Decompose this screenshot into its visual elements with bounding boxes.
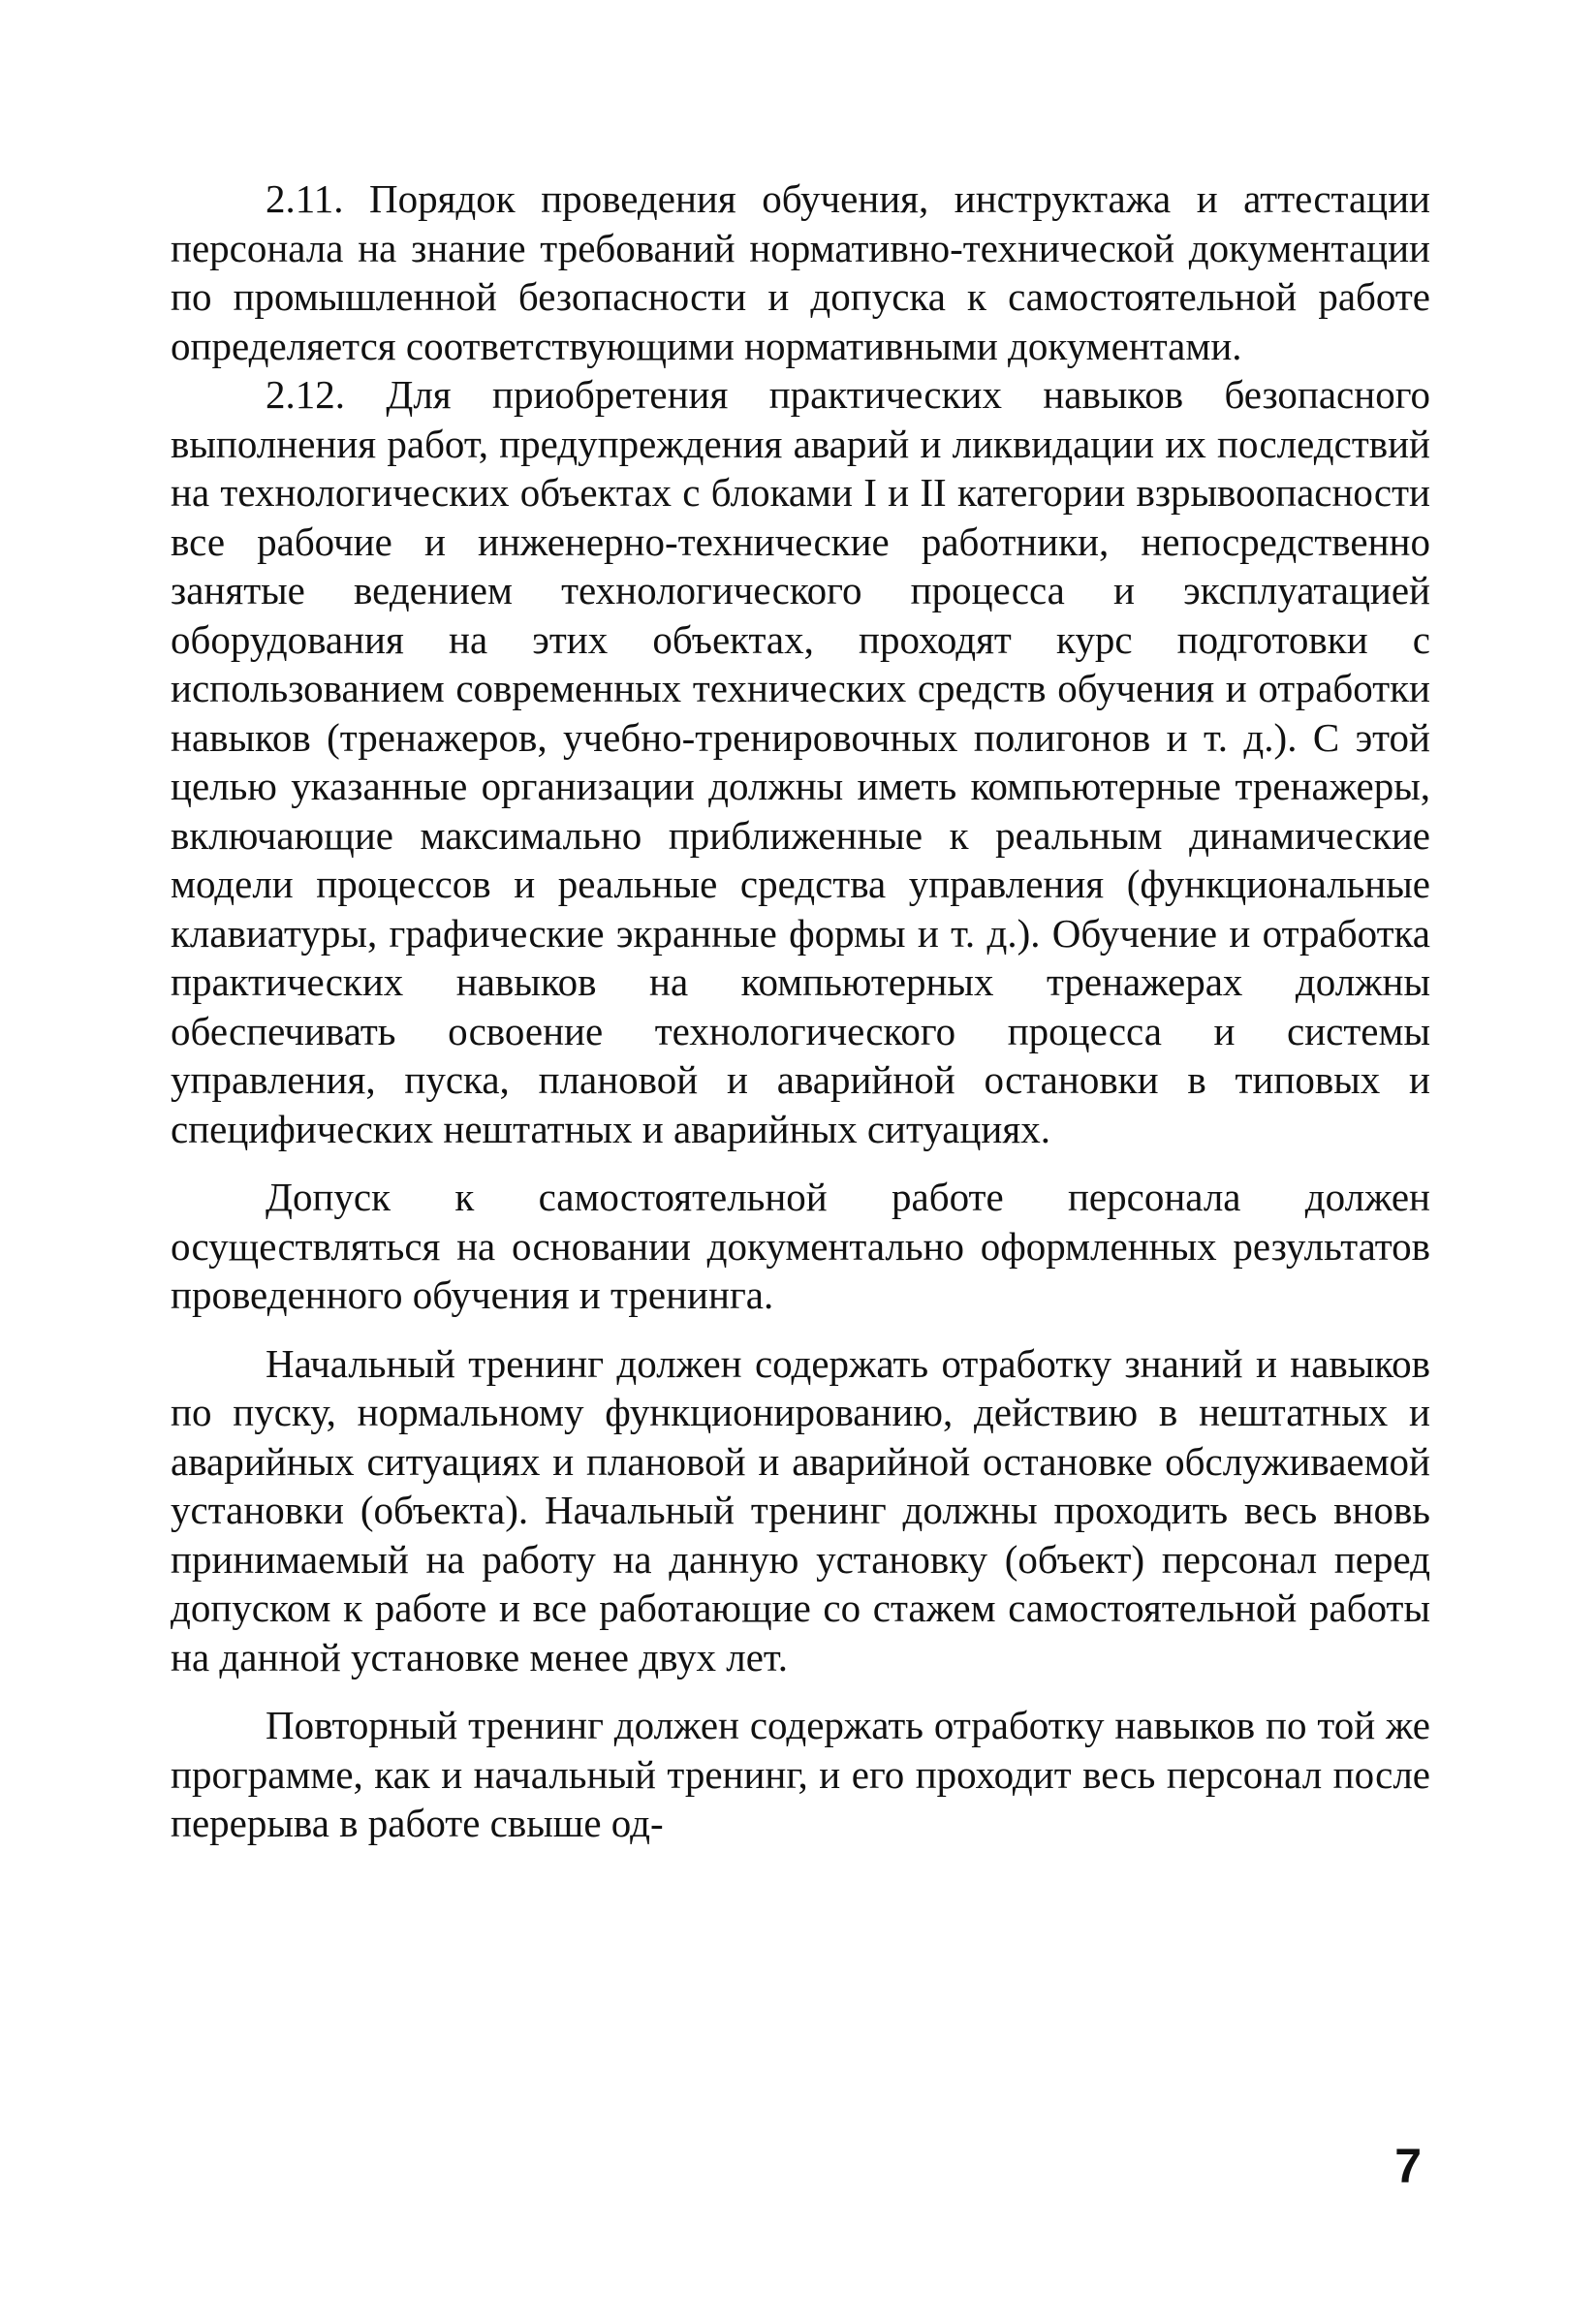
- paragraph-repeat-training: Повторный тренинг должен содержать отработку навыков по той же программе, как и начальный тренинг, и его проходит весь персонал после перерыва в работе свыше од-: [171, 1703, 1430, 1845]
- page-number: 7: [1394, 2139, 1422, 2193]
- paragraph-2-11: 2.11. Порядок проведения обучения, инструктажа и аттестации персонала на знание требований нормативно-технической документации по промышленной безопасности и допуска к самостоятельной работе определяется соответствующими нормативными документами.: [171, 176, 1430, 368]
- paragraph-initial-training: Начальный тренинг должен содержать отработку знаний и навыков по пуску, нормальному функционированию, действию в нештатных и аварийных ситуациях и плановой и аварийной остановке обслуживаемой установки (объекта). Начальный тренинг должны проходить весь вновь принимаемый на работу на данную установку (объект) персонал перед допуском к работе и все работающие со стажем самостоятельной работы на данной установке менее двух лет.: [171, 1340, 1430, 1679]
- body-text: [171, 174, 1430, 1848]
- paragraph-2-12: 2.12. Для приобретения практических навыков безопасного выполнения работ, предупреждения аварий и ликвидации их последствий на технологических объектах с блоками I и II категории взрывоопасности все рабочие и инженерно-технические работники, непосредственно занятые ведением технологического процесса и эксплуатацией оборудования на этих объектах, проходят курс подготовки с использованием современных технических средств обучения и отработки навыков (тренажеров, учебно-тренировочных полигонов и т. д.). С этой целью указанные организации должны иметь компьютерные тренажеры, включающие максимально приближенные к реальным динамические модели процессов и реальные средства управления (функциональные клавиатуры, графические экранные формы и т. д.). Обучение и отработка практических навыков на компьютерных тренажерах должны обеспечивать освоение технологического процесса и системы управления, пуска, плановой и аварийной остановки в типовых и специфических нештатных и аварийных ситуациях.: [171, 372, 1430, 1151]
- paragraph-admission: Допуск к самостоятельной работе персонала должен осуществляться на основании документально оформленных результатов проведенного обучения и тренинга.: [171, 1175, 1430, 1317]
